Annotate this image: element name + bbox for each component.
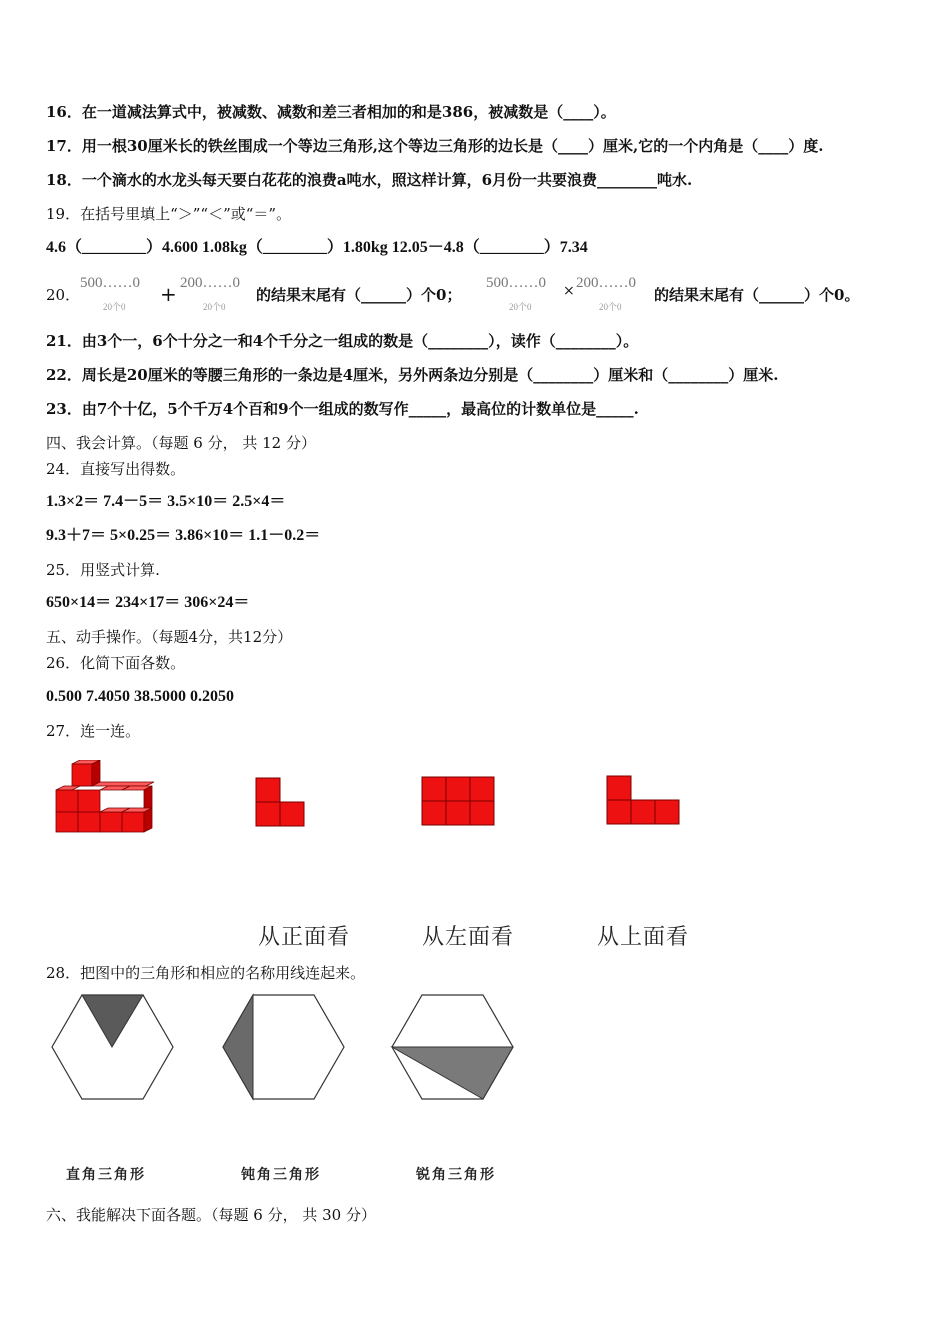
section-5-heading: 五、动手操作。（每题4分，共12分） <box>46 628 293 646</box>
cube-stack-3d-figure <box>50 760 160 836</box>
times-sign: × <box>563 283 575 299</box>
question-22: 22．周长是20厘米的等腰三角形的一条边是4厘米，另外两条边分别是（________）厘米和（________）厘米. <box>46 366 779 384</box>
caption-right-triangle: 直角三角形 <box>66 1167 146 1183</box>
question-16: 16．在一道减法算式中，被减数、减数和差三者相加的和是386，被减数是（____）。 <box>46 103 616 121</box>
question-23: 23．由7个十亿，5个千万4个百和9个一组成的数写作_____，最高位的计数单位是_____. <box>46 400 639 418</box>
question-19: 19．在括号里填上“＞”“＜”或“＝”。 <box>46 205 292 223</box>
caption-obtuse-triangle: 钝角三角形 <box>241 1167 321 1183</box>
section-4-heading: 四、我会计算。（每题 6 分， 共 12 分） <box>46 434 316 452</box>
caption-left-view: 从左面看 <box>422 925 515 950</box>
hexagon-obtuse-triangle-figure <box>221 993 346 1101</box>
question-28: 28．把图中的三角形和相应的名称用线连起来。 <box>46 964 366 982</box>
hexagon-right-triangle-figure <box>50 993 175 1101</box>
question-24: 24．直接写出得数。 <box>46 460 186 478</box>
ghost-subscript: 20个0 <box>103 302 126 312</box>
ghost-number-200: 200……0 <box>576 275 636 291</box>
question-20-text-1: 的结果末尾有（______）个0； <box>256 286 462 304</box>
question-24-row-2: 9.3＋7＝ 5×0.25＝ 3.86×10＝ 1.1－0.2＝ <box>46 527 321 544</box>
question-25-row: 650×14＝ 234×17＝ 306×24＝ <box>46 594 250 611</box>
hexagon-acute-triangle-figure <box>390 993 515 1101</box>
ghost-subscript: 20个0 <box>509 302 532 312</box>
ghost-number-500: 500……0 <box>486 275 546 291</box>
view-figure-rectangle-2x3 <box>420 775 496 827</box>
question-20-number: 20． <box>46 286 81 304</box>
view-figure-l-shape-small <box>254 776 306 828</box>
question-19-items: 4.6（________）4.600 1.08kg（________）1.80kg 12.05－4.8（________）7.34 <box>46 239 588 256</box>
question-27: 27．连一连。 <box>46 722 141 740</box>
ghost-subscript: 20个0 <box>203 302 226 312</box>
caption-acute-triangle: 锐角三角形 <box>416 1167 496 1183</box>
question-18: 18．一个滴水的水龙头每天要白花花的浪费a吨水，照这样计算，6月份一共要浪费________吨水. <box>46 171 693 189</box>
question-21: 21．由3个一，6个十分之一和4个千分之一组成的数是（________），读作（________）。 <box>46 332 639 350</box>
ghost-number-500: 500……0 <box>80 275 140 291</box>
caption-front-view: 从正面看 <box>258 925 351 950</box>
question-26-row: 0.500 7.4050 38.5000 0.2050 <box>46 688 234 705</box>
section-6-heading: 六、我能解决下面各题。（每题 6 分， 共 30 分） <box>46 1206 376 1224</box>
question-20-text-2: 的结果末尾有（______）个0。 <box>654 286 860 304</box>
question-26: 26．化简下面各数。 <box>46 654 186 672</box>
question-25: 25．用竖式计算. <box>46 561 160 579</box>
ghost-subscript: 20个0 <box>599 302 622 312</box>
ghost-number-200: 200……0 <box>180 275 240 291</box>
caption-top-view: 从上面看 <box>597 925 690 950</box>
question-24-row-1: 1.3×2＝ 7.4－5＝ 3.5×10＝ 2.5×4＝ <box>46 493 286 510</box>
question-17: 17．用一根30厘米长的铁丝围成一个等边三角形,这个等边三角形的边长是（____）厘米,它的一个内角是（____）度. <box>46 137 824 155</box>
view-figure-l-shape-wide <box>605 774 681 826</box>
plus-sign: + <box>160 282 177 306</box>
